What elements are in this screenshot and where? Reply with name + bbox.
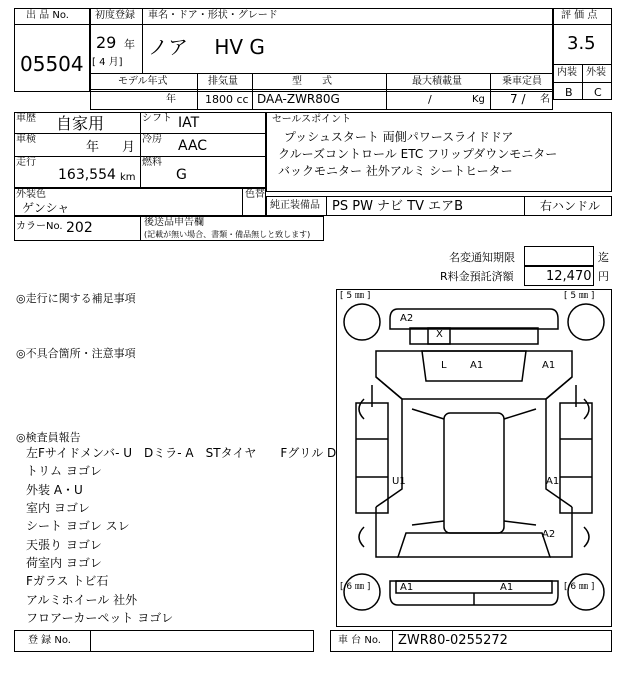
- inspector-line: 室内 ヨゴレ: [26, 501, 90, 515]
- wheel-front-right: [568, 304, 604, 340]
- equipment-value: PS PW ナビ TV エアB: [332, 199, 464, 214]
- tire-depth-label: [ 5 ㎜ ]: [340, 291, 371, 301]
- reg-no-label: 登 録 No.: [28, 635, 71, 646]
- type-label: 型 式: [292, 76, 332, 87]
- displacement-value: 1800 cc: [205, 93, 249, 106]
- damage-mark: X: [436, 329, 443, 340]
- damage-mark: A1: [542, 360, 556, 371]
- lot-number: 05504: [20, 52, 84, 76]
- lot-label: 出 品 No.: [26, 10, 69, 21]
- tire-depth-label: [ 5 ㎜ ]: [564, 291, 595, 301]
- hood: [376, 351, 572, 399]
- color-label: 外装色: [16, 189, 46, 200]
- front-bumper: [390, 309, 558, 329]
- mileage-label: 走行: [16, 157, 36, 168]
- inspector-line: 外装 A・U: [26, 483, 83, 497]
- chassis-label: 車 台 No.: [338, 635, 381, 646]
- mileage-unit: km: [120, 172, 136, 183]
- name-label: 車名・ドア・形状・グレード: [148, 10, 278, 21]
- wheel-rear-right: [568, 574, 604, 610]
- reg-month: [ 4 月]: [92, 57, 123, 68]
- first-reg-label: 初度登録: [95, 10, 135, 21]
- shift-label: シフト: [142, 113, 172, 124]
- roof-rear-line: [412, 521, 536, 525]
- wheel-rear-left: [344, 574, 380, 610]
- capacity-label: 乗車定員: [502, 76, 542, 87]
- equipment-label: 純正装備品: [270, 200, 320, 211]
- displacement-label: 排気量: [208, 76, 238, 87]
- inspection-month: 月: [122, 140, 136, 155]
- rear-plate: [396, 581, 552, 593]
- reg-year: 29: [96, 33, 117, 52]
- rear-window: [398, 533, 550, 557]
- shift-value: IAT: [178, 115, 200, 131]
- exterior-label: 外装: [586, 67, 606, 78]
- right-body: [560, 403, 592, 513]
- history-value: 自家用: [56, 114, 105, 133]
- recycle-value: 12,470: [546, 269, 592, 284]
- color-no-value: 202: [66, 220, 93, 236]
- car-outline: [336, 289, 612, 627]
- damage-mark: A2: [542, 529, 556, 540]
- model-year-unit: 年: [166, 94, 176, 105]
- score-value: 3.5: [567, 33, 596, 54]
- damage-mark: A1: [470, 360, 484, 371]
- max-load-value: /: [428, 93, 432, 106]
- tire-depth-label: [ 6 ㎜ ]: [340, 582, 371, 592]
- recycle-unit: 円: [598, 270, 609, 283]
- color-change-label: 色替: [245, 189, 265, 200]
- wheel-front-left: [344, 304, 380, 340]
- mileage-value: 163,554: [58, 167, 116, 183]
- capacity-unit: 名: [540, 94, 550, 105]
- sales-point-line: クルーズコントロール ETC フリップダウンモニター: [278, 147, 558, 161]
- inspector-line: シート ヨゴレ スレ: [26, 519, 130, 533]
- deadline-label: 名変通知期限: [449, 251, 515, 264]
- deadline-value-box: [524, 246, 594, 266]
- roof: [444, 413, 504, 533]
- aftermarket-note: (記載が無い場合、書類・備品無しと致します): [144, 230, 311, 239]
- chassis-value: ZWR80-0255272: [398, 633, 508, 648]
- history-label: 車歴: [16, 113, 36, 124]
- inspector-line: フロアーカーペット ヨゴレ: [26, 611, 174, 625]
- fuel-label: 燃料: [142, 157, 162, 168]
- model-type-value: DAA-ZWR80G: [257, 92, 340, 106]
- defects-notes-label: ◎不具合箇所・注意事項: [16, 347, 136, 360]
- exterior-grade: C: [594, 86, 602, 99]
- damage-mark: U1: [392, 476, 406, 487]
- capacity-value: 7 /: [510, 92, 526, 106]
- inspector-line: トリム ヨゴレ: [26, 464, 102, 478]
- inspector-line: Fガラス トビ石: [26, 574, 109, 588]
- deadline-unit: 迄: [598, 251, 609, 264]
- left-fender: [359, 385, 372, 419]
- handle-value: 右ハンドル: [540, 199, 601, 213]
- inspector-report-label: ◎検査員報告: [16, 431, 81, 444]
- aftermarket-label: 後送品申告欄: [144, 217, 204, 228]
- score-label: 評 価 点: [561, 10, 598, 21]
- right-pillar: [546, 377, 572, 507]
- damage-mark: A1: [500, 582, 514, 593]
- recycle-label: R料金預託済額: [440, 270, 514, 283]
- car-name: ノア HV G: [148, 35, 265, 59]
- rear-quarter-right: [584, 527, 589, 547]
- interior-label: 内装: [557, 67, 577, 78]
- roof-front-line: [412, 409, 536, 419]
- left-pillar: [376, 377, 402, 507]
- color-value: ゲンシャ: [22, 201, 70, 215]
- max-load-unit: Kg: [472, 94, 485, 105]
- inspection-label: 車検: [16, 134, 36, 145]
- right-door-lines: [560, 439, 592, 477]
- model-year-label: モデル年式: [118, 76, 168, 87]
- interior-grade: B: [565, 86, 573, 99]
- reg-year-unit: 年: [124, 38, 135, 51]
- inspector-line: 左Fサイドメンバ- U Dミラ- A STタイヤ Fグリル D: [26, 446, 337, 460]
- aircon-value: AAC: [178, 138, 208, 154]
- left-body: [356, 403, 388, 513]
- tire-depth-label: [ 6 ㎜ ]: [564, 582, 595, 592]
- sales-point-line: バックモニター 社外アルミ シートヒーター: [278, 164, 513, 178]
- fuel-value: G: [176, 167, 187, 183]
- sales-points-label: セールスポイント: [272, 114, 352, 125]
- right-fender: [576, 385, 589, 419]
- front-grille: [410, 328, 538, 344]
- inspector-line: 天張り ヨゴレ: [26, 538, 102, 552]
- rear-quarter-left: [359, 527, 364, 547]
- damage-mark: L: [441, 360, 447, 371]
- max-load-label: 最大積載量: [412, 76, 462, 87]
- left-door-lines: [356, 439, 388, 477]
- inspector-line: アルミホイール 社外: [26, 593, 138, 607]
- driving-notes-label: ◎走行に関する補足事項: [16, 292, 136, 305]
- inspection-year: 年: [86, 140, 100, 155]
- damage-mark: A1: [400, 582, 414, 593]
- sales-point-line: プッシュスタート 両側パワースライドドア: [284, 130, 514, 144]
- inspector-line: 荷室内 ヨゴレ: [26, 556, 102, 570]
- damage-mark: A1: [546, 476, 560, 487]
- aircon-label: 冷房: [142, 134, 162, 145]
- color-no-label: カラーNo.: [16, 221, 63, 232]
- damage-mark: A2: [400, 313, 414, 324]
